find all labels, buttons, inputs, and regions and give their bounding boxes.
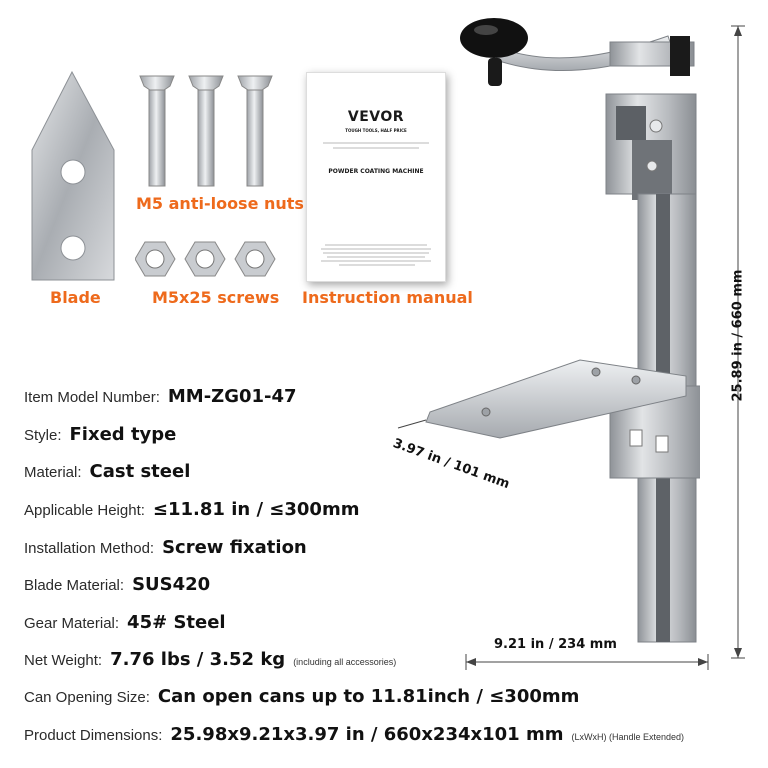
spec-label: Gear Material: <box>24 615 120 632</box>
spec-row-blade-material <box>24 574 210 595</box>
spec-label: Net Weight: <box>24 652 103 669</box>
spec-value: Can open cans up to 11.81inch / ≤300mm <box>157 686 580 707</box>
manual-label: Instruction manual <box>302 288 473 307</box>
spec-value: SUS420 <box>132 574 211 595</box>
spec-row-product-dimensions <box>24 724 684 745</box>
spec-label: Installation Method: <box>24 540 155 557</box>
spec-row-material <box>24 461 190 482</box>
spec-row-net-weight <box>24 649 396 670</box>
blade-label: Blade <box>50 288 101 307</box>
spec-value: MM-ZG01-47 <box>167 386 297 407</box>
spec-value: ≤11.81 in / ≤300mm <box>152 499 360 520</box>
spec-row-applicable-height <box>24 499 359 520</box>
spec-row-model <box>24 386 297 407</box>
spec-label: Can Opening Size: <box>24 689 150 706</box>
manual-brand: VEVOR <box>347 109 405 125</box>
spec-label: Product Dimensions: <box>24 727 163 744</box>
spec-value: Screw fixation <box>162 537 307 558</box>
depth-dimension-label: 3.97 in / 101 mm <box>390 436 512 493</box>
spec-label: Applicable Height: <box>24 502 145 519</box>
spec-note: (LxWxH) (Handle Extended) <box>571 732 685 742</box>
spec-row-gear-material <box>24 612 226 633</box>
spec-value: 45# Steel <box>127 612 226 633</box>
spec-label: Item Model Number: <box>24 389 160 406</box>
spec-label: Material: <box>24 464 82 481</box>
spec-value: 7.76 lbs / 3.52 kg <box>110 649 286 670</box>
nuts-label: M5 anti-loose nuts <box>136 194 304 213</box>
screws-label: M5x25 screws <box>152 288 280 307</box>
spec-value: Fixed type <box>69 424 177 445</box>
width-dimension-label: 9.21 in / 234 mm <box>494 637 617 652</box>
spec-value: Cast steel <box>89 461 191 482</box>
height-dimension-label: 25.89 in / 660 mm <box>730 269 746 402</box>
spec-row-installation-method <box>24 537 307 558</box>
spec-row-can-opening-size <box>24 686 579 707</box>
spec-note: (including all accessories) <box>293 657 397 667</box>
spec-value: 25.98x9.21x3.97 in / 660x234x101 mm <box>170 724 564 745</box>
spec-label: Blade Material: <box>24 577 125 594</box>
spec-label: Style: <box>24 427 62 444</box>
spec-row-style <box>24 424 176 445</box>
manual-tagline: TOUGH TOOLS, HALF PRICE <box>345 128 407 133</box>
manual-title: POWDER COATING MACHINE <box>328 168 424 175</box>
